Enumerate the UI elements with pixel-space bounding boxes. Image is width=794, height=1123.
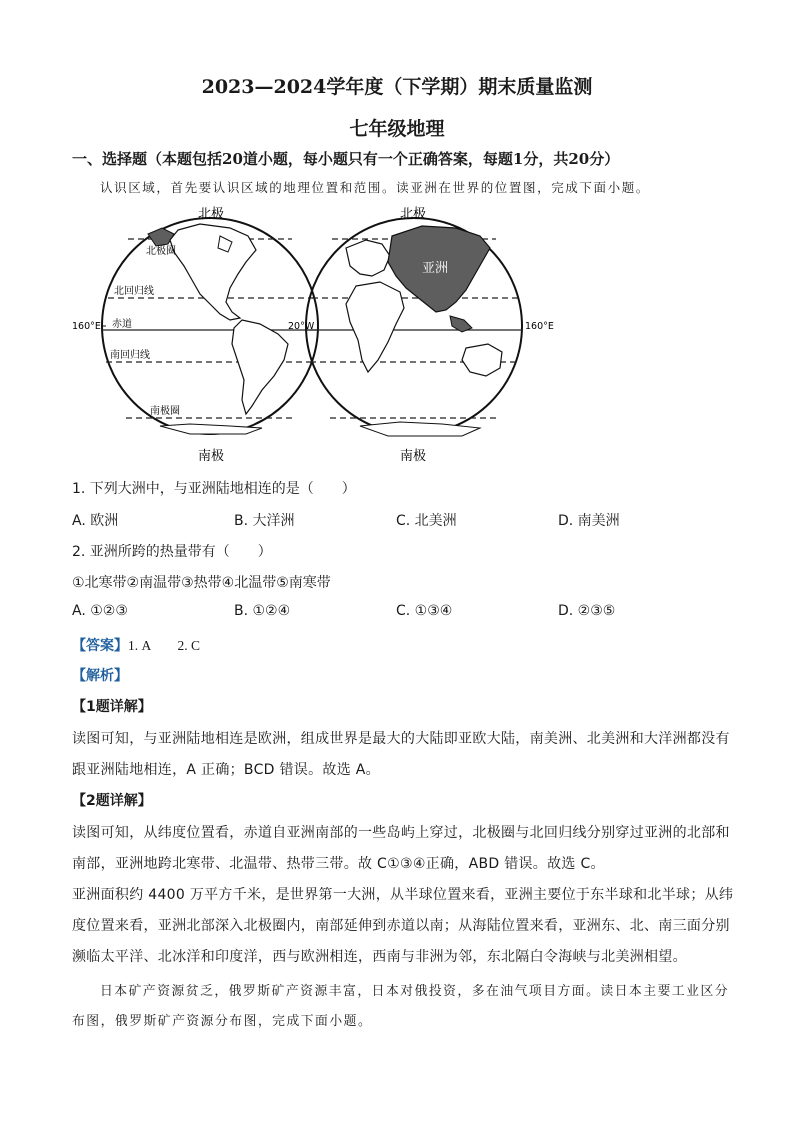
next-intro-line-2: 布图，俄罗斯矿产资源分布图，完成下面小题。 (72, 1014, 373, 1029)
next-intro-line-1: 日本矿产资源贫乏，俄罗斯矿产资源丰富，日本对俄投资，多在油气项目方面。读日本主要工业区分 (100, 984, 730, 999)
detail-2-line-1: 读图可知，从纬度位置看，赤道自亚洲南部的一些岛屿上穿过，北极圈与北回归线分别穿过亚洲的北部和 (72, 825, 730, 841)
question-1-stem: 1. 下列大洲中，与亚洲陆地相连的是（ ） (72, 481, 356, 497)
south-pole-label-right: 南极 (400, 449, 427, 464)
north-pole-label-right: 北极 (400, 207, 427, 222)
q1-option-b[interactable]: B. 大洋洲 (234, 513, 295, 529)
answer-label: 【答案】 (72, 638, 128, 654)
q2-option-a[interactable]: A. ①②③ (72, 603, 128, 619)
q2-option-c[interactable]: C. ①③④ (396, 603, 453, 619)
south-pole-label-left: 南极 (198, 449, 225, 464)
equator-label: 赤道 (112, 319, 132, 330)
detail-2-line-3: 亚洲面积约 4400 万平方千米，是世界第一大洲，从半球位置来看，亚洲主要位于东半球和北半球；从纬 (72, 887, 734, 903)
tropic-cancer-label: 北回归线 (114, 286, 154, 297)
detail-1-label: 【1题详解】 (72, 699, 152, 715)
longitude-label-left: 160°E (72, 321, 101, 332)
detail-2-line-2: 南部，亚洲地跨北寒带、北温带、热带三带。故 C①③④正确，ABD 错误。故选 C。 (72, 856, 605, 872)
asia-label: 亚洲 (422, 261, 449, 276)
q1-option-c[interactable]: C. 北美洲 (396, 513, 457, 529)
detail-1-line-2: 跟亚洲陆地相连，A 正确；BCD 错误。故选 A。 (72, 762, 380, 778)
section-heading: 一、选择题（本题包括20道小题，每小题只有一个正确答案，每题1分，共20分） (72, 150, 620, 168)
q2-option-b[interactable]: B. ①②④ (234, 603, 291, 619)
antarctic-circle-label: 南极圈 (150, 406, 180, 417)
question-2-stem: 2. 亚洲所跨的热量带有（ ） (72, 544, 272, 560)
q1-option-a[interactable]: A. 欧洲 (72, 513, 119, 529)
arctic-circle-label: 北极圈 (146, 246, 176, 257)
world-hemispheres-map (70, 200, 560, 468)
detail-2-line-5: 濒临太平洋、北冰洋和印度洋，西与欧洲相连，西南与非洲为邻，东北隔白令海峡与北美洲相望。 (72, 949, 687, 965)
detail-2-line-4: 度位置来看，亚洲北部深入北极圈内，南部延伸到赤道以南；从海陆位置来看，亚洲东、北、南三面分别 (72, 918, 730, 934)
q2-option-d[interactable]: D. ②③⑤ (558, 603, 616, 619)
north-pole-label-left: 北极 (198, 207, 225, 222)
q1-option-d[interactable]: D. 南美洲 (558, 513, 620, 529)
tropic-capricorn-label: 南回归线 (110, 350, 150, 361)
longitude-label-right: 160°E (525, 321, 554, 332)
answer-line (72, 634, 200, 655)
section-intro: 认识区域，首先要认识区域的地理位置和范围。读亚洲在世界的位置图，完成下面小题。 (100, 180, 650, 195)
detail-2-label: 【2题详解】 (72, 793, 152, 809)
eastern-hemisphere (306, 218, 522, 436)
exam-title: 2023—2024学年度（下学期）期末质量监测 (201, 76, 593, 98)
western-hemisphere (102, 218, 318, 434)
answer-value: 1. A 2. C (128, 638, 201, 653)
longitude-label-mid: 20°W (288, 321, 315, 332)
subject-title: 七年级地理 (349, 118, 445, 140)
question-2-choices: ①北寒带②南温带③热带④北温带⑤南寒带 (72, 575, 331, 591)
detail-1-line-1: 读图可知，与亚洲陆地相连是欧洲，组成世界是最大的大陆即亚欧大陆，南美洲、北美洲和大洋洲都没有 (72, 731, 730, 747)
analysis-label: 【解析】 (72, 668, 128, 684)
